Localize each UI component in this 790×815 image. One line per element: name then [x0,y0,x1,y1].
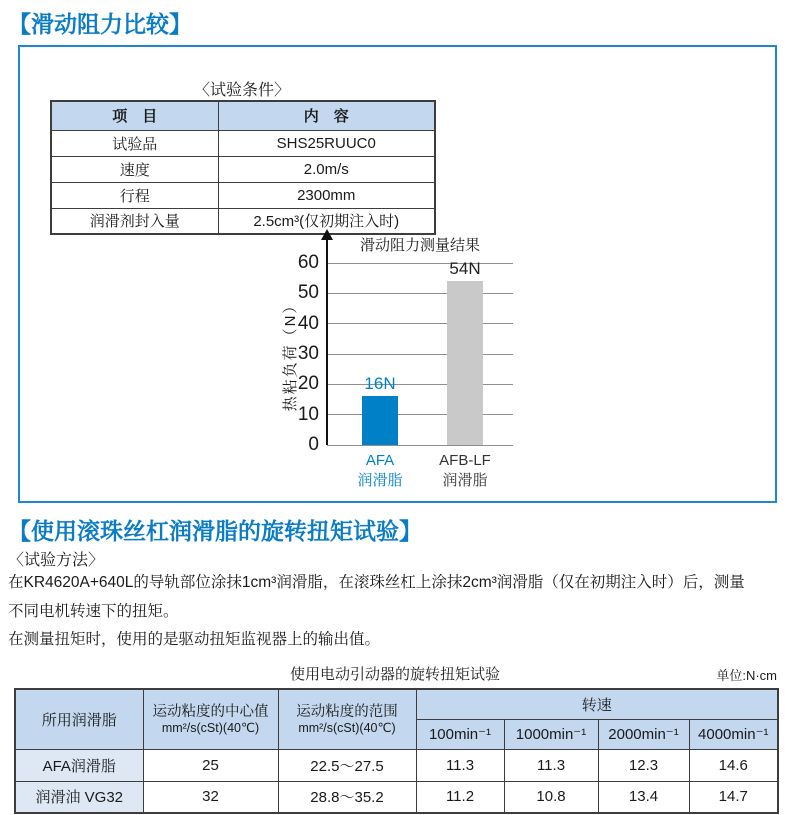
speed-col-header: 4000min⁻¹ [689,719,778,749]
torque-header-grease: 所用润滑脂 [15,689,143,749]
torque-table-title: 使用电动引动器的旋转扭矩试验 [289,666,500,683]
viscosity-range-value: 22.5～27.5 [278,749,416,781]
conditions-header-content: 内 容 [218,101,435,130]
y-tick-label: 20 [297,373,319,395]
speed-col-header: 2000min⁻¹ [598,719,689,749]
condition-item: 速度 [51,156,218,182]
torque-value: 11.3 [416,749,504,781]
viscosity-center-value: 25 [143,749,278,781]
torque-value: 11.3 [504,749,598,781]
y-tick-label: 40 [297,312,319,334]
method-label: 〈试验方法〉 [8,552,105,569]
method-paragraph [8,569,783,655]
header-line: 运动粘度的中心值 [152,703,269,720]
chart-gridline [327,445,513,446]
torque-header-viscosity-range [278,689,416,749]
chart-gridline [327,323,513,324]
table-row [51,130,435,156]
chart-gridline [327,414,513,415]
torque-header-row-1 [15,689,778,719]
bar-value-label: 16N [364,374,396,394]
chart-gridline [327,293,513,294]
header-line: 运动粘度的范围 [296,703,398,720]
conditions-table [50,100,436,235]
table-row [15,781,778,813]
torque-table [14,688,779,814]
y-tick-label: 30 [297,343,319,364]
header-unit-line: mm²/s(cSt)(40℃) [161,720,260,735]
paragraph-line: 不同电机转速下的扭矩。 [8,602,179,620]
y-tick-label: 0 [308,434,319,455]
torque-value: 11.2 [416,781,504,813]
table-row [51,182,435,208]
paragraph-line: 在KR4620A+640L的导轨部位涂抹1cm³润滑脂，在滚珠丝杠上涂抹2cm³润滑脂（仅在初期注入时）后，测量 [8,574,745,591]
condition-value: SHS25RUUC0 [218,130,435,156]
bar-value-label: 54N [449,259,481,279]
section1-title: 【滑动阻力比较】 [8,11,192,37]
table-row [51,156,435,182]
section2-title: 【使用滚珠丝杠润滑脂的旋转扭矩试验】 [8,518,422,544]
chart-gridline [327,354,513,355]
paragraph-line: 在测量扭矩时，使用的是驱动扭矩监视器上的输出值。 [8,631,381,648]
torque-value: 14.7 [689,781,778,813]
conditions-caption: 〈试验条件〉 [193,82,290,99]
viscosity-range-value: 28.8～35.2 [278,781,416,813]
y-tick-label: 50 [297,282,319,304]
x-category-line: 润滑脂 [442,472,488,489]
torque-value: 12.3 [598,749,689,781]
speed-col-header: 100min⁻¹ [416,719,504,749]
torque-table-unit: 单位:N·cm [716,668,777,683]
condition-value: 2.5cm³(仅初期注入时) [218,208,435,234]
x-category-line: AFA [365,452,395,469]
bar-AFA 润滑脂 [362,396,398,445]
chart-title: 滑动阻力测量结果 [359,237,480,254]
x-category-label [335,451,425,491]
chart-plot [282,252,513,489]
table-row [15,749,778,781]
condition-item: 试验品 [51,130,218,156]
condition-item: 行程 [51,182,218,208]
y-axis-arrow-icon [321,229,333,240]
condition-value: 2.0m/s [218,156,435,182]
torque-value: 10.8 [504,781,598,813]
torque-header-viscosity-center [143,689,278,749]
header-unit-line: mm²/s(cSt)(40℃) [298,720,396,735]
condition-value: 2300mm [218,182,435,208]
conditions-header-item: 项 目 [51,101,218,130]
x-category-line: AFB-LF [439,452,491,469]
y-tick-label: 10 [297,403,319,425]
x-category-line: 润滑脂 [357,472,403,489]
x-category-label [420,451,510,491]
viscosity-center-value: 32 [143,781,278,813]
table-row [51,208,435,234]
grease-name: 润滑油 VG32 [15,781,143,813]
speed-col-header: 1000min⁻¹ [504,719,598,749]
conditions-header-row [51,101,435,130]
torque-header-speed-group: 转速 [416,689,778,719]
torque-value: 14.6 [689,749,778,781]
torque-value: 13.4 [598,781,689,813]
y-axis-line [326,239,328,445]
grease-name: AFA润滑脂 [15,749,143,781]
y-axis-label: 热粘负荷（N） [282,296,299,412]
y-tick-label: 60 [297,252,319,273]
bar-AFB-LF 润滑脂 [447,281,483,445]
condition-item: 润滑剂封入量 [51,208,218,234]
